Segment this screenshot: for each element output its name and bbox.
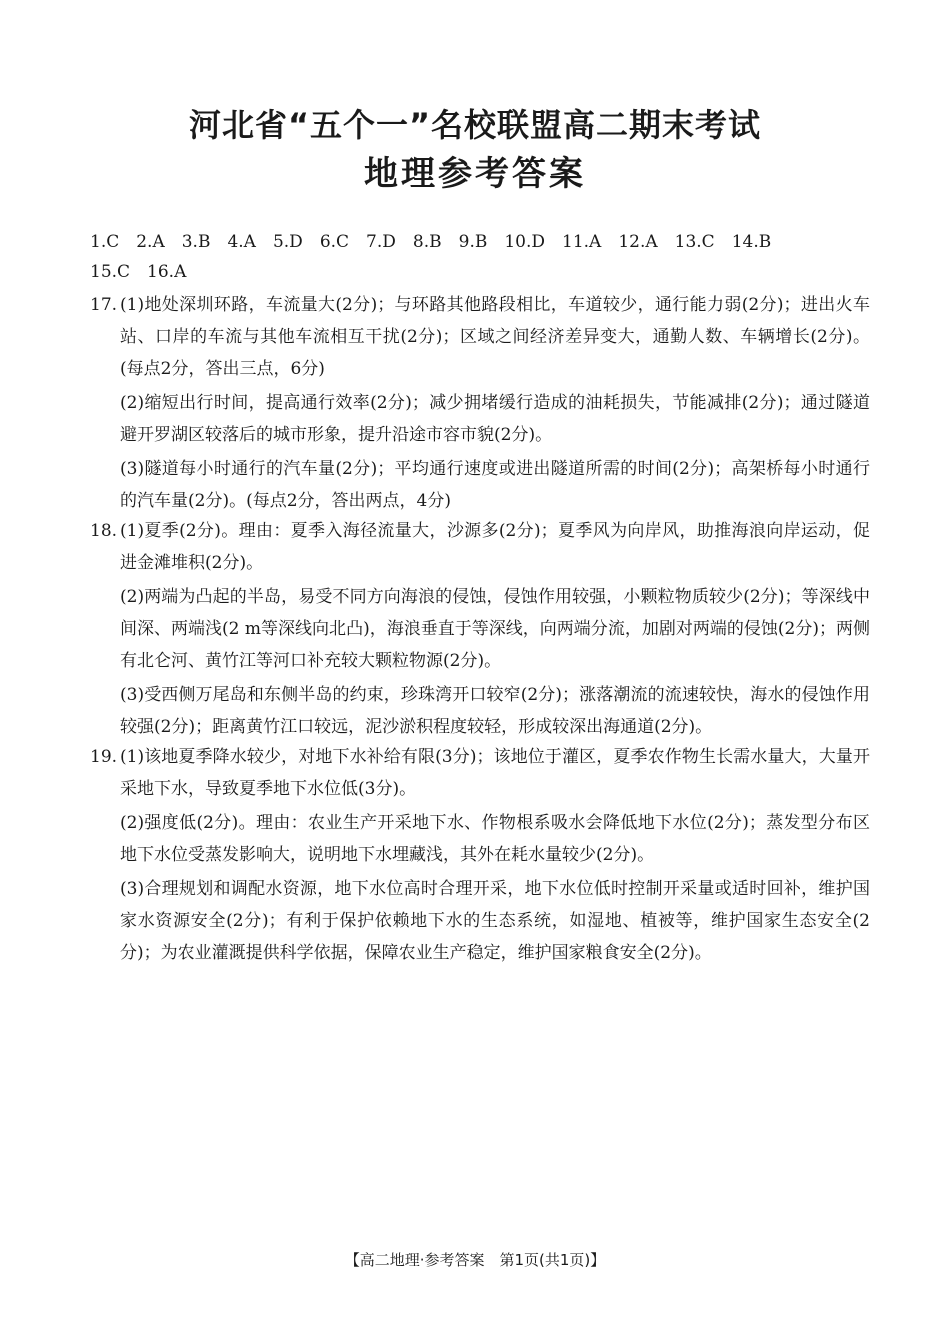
question-19 [90, 741, 870, 971]
title-line-1: 河北省“五个一”名校联盟高二期末考试 [188, 106, 762, 144]
choice-answer: 5.D [272, 232, 303, 252]
answer-part-1: (1)夏季(2分)。理由：夏季入海径流量大，沙源多(2分)；夏季风为向岸风，助推海浪向岸运动，促进金滩堆积(2分)。 [120, 521, 870, 573]
answer-part-1: (1)该地夏季降水较少，对地下水补给有限(3分)；该地位于灌区，夏季农作物生长需水量大，大量开采地下水，导致夏季地下水位低(3分)。 [120, 747, 870, 799]
answer-part-2: (2)强度低(2分)。理由：农业生产开采地下水、作物根系吸水会降低地下水位(2分)；蒸发型分布区地下水位受蒸发影响大，说明地下水埋藏浅，其外在耗水量较少(2分)。 [120, 813, 870, 865]
choice-answer: 2.A [136, 232, 165, 252]
choice-answer: 14.B [731, 232, 772, 252]
choice-answer: 12.A [618, 232, 658, 252]
choice-answer: 4.A [227, 232, 256, 252]
choice-row-1 [90, 227, 880, 257]
question-number: 19. [90, 747, 118, 767]
question-number: 18. [90, 521, 118, 541]
choice-answer: 10.D [504, 232, 546, 252]
question-17 [90, 289, 870, 519]
choice-answer: 13.C [674, 232, 715, 252]
page-footer: 【高二地理·参考答案 第1页(共1页)】 [344, 1251, 606, 1269]
answer-part-3: (3)隧道每小时通行的汽车量(2分)；平均通行速度或进出隧道所需的时间(2分)；高架桥每小时通行的汽车量(2分)。(每点2分，答出两点，4分) [120, 459, 870, 511]
choice-answer: 9.B [458, 232, 488, 252]
choice-answer: 15.C [90, 262, 131, 282]
question-number: 17. [90, 295, 118, 315]
choice-answer: 7.D [366, 232, 396, 252]
choice-answer: 11.A [562, 232, 602, 252]
title-line-2: 地理参考答案 [364, 154, 586, 194]
choice-answer: 3.B [181, 232, 211, 252]
answer-part-1: (1)地处深圳环路，车流量大(2分)；与环路其他路段相比，车道较少，通行能力弱(2分)；进出火车站、口岸的车流与其他车流相互干扰(2分)；区域之间经济差异变大，通勤人数、车辆增长(2分)。(每点2分，答出三点，6分) [120, 295, 870, 379]
question-18 [90, 515, 870, 745]
answer-part-2: (2)缩短出行时间，提高通行效率(2分)；减少拥堵缓行造成的油耗损失，节能减排(2分)；通过隧道避开罗湖区较落后的城市形象，提升沿途市容市貌(2分)。 [120, 393, 870, 445]
choice-answer: 6.C [319, 232, 350, 252]
answer-part-3: (3)合理规划和调配水资源，地下水位高时合理开采，地下水位低时控制开采量或适时回补，维护国家水资源安全(2分)；有利于保护依赖地下水的生态系统，如湿地、植被等，维护国家生态安全(2分)；为农业灌溉提供科学依据，保障农业生产稳定，维护国家粮食安全(2分)。 [120, 879, 870, 963]
choice-row-2 [90, 257, 880, 287]
choice-answer: 1.C [90, 232, 120, 252]
choice-answer: 8.B [412, 232, 442, 252]
answer-part-3: (3)受西侧万尾岛和东侧半岛的约束，珍珠湾开口较窄(2分)；涨落潮流的流速较快，海水的侵蚀作用较强(2分)；距离黄竹江口较远，泥沙淤积程度较轻，形成较深出海通道(2分)。 [120, 685, 870, 737]
multiple-choice-answers [90, 227, 880, 287]
answer-part-2: (2)两端为凸起的半岛，易受不同方向海浪的侵蚀，侵蚀作用较强，小颗粒物质较少(2分)；等深线中间深、两端浅(2 m等深线向北凸)，海浪垂直于等深线，向两端分流，加剧对两端的侵蚀(2分)；两侧有北仑河、黄竹江等河口补充较大颗粒物源(2分)。 [120, 587, 870, 671]
choice-answer: 16.A [147, 262, 187, 282]
